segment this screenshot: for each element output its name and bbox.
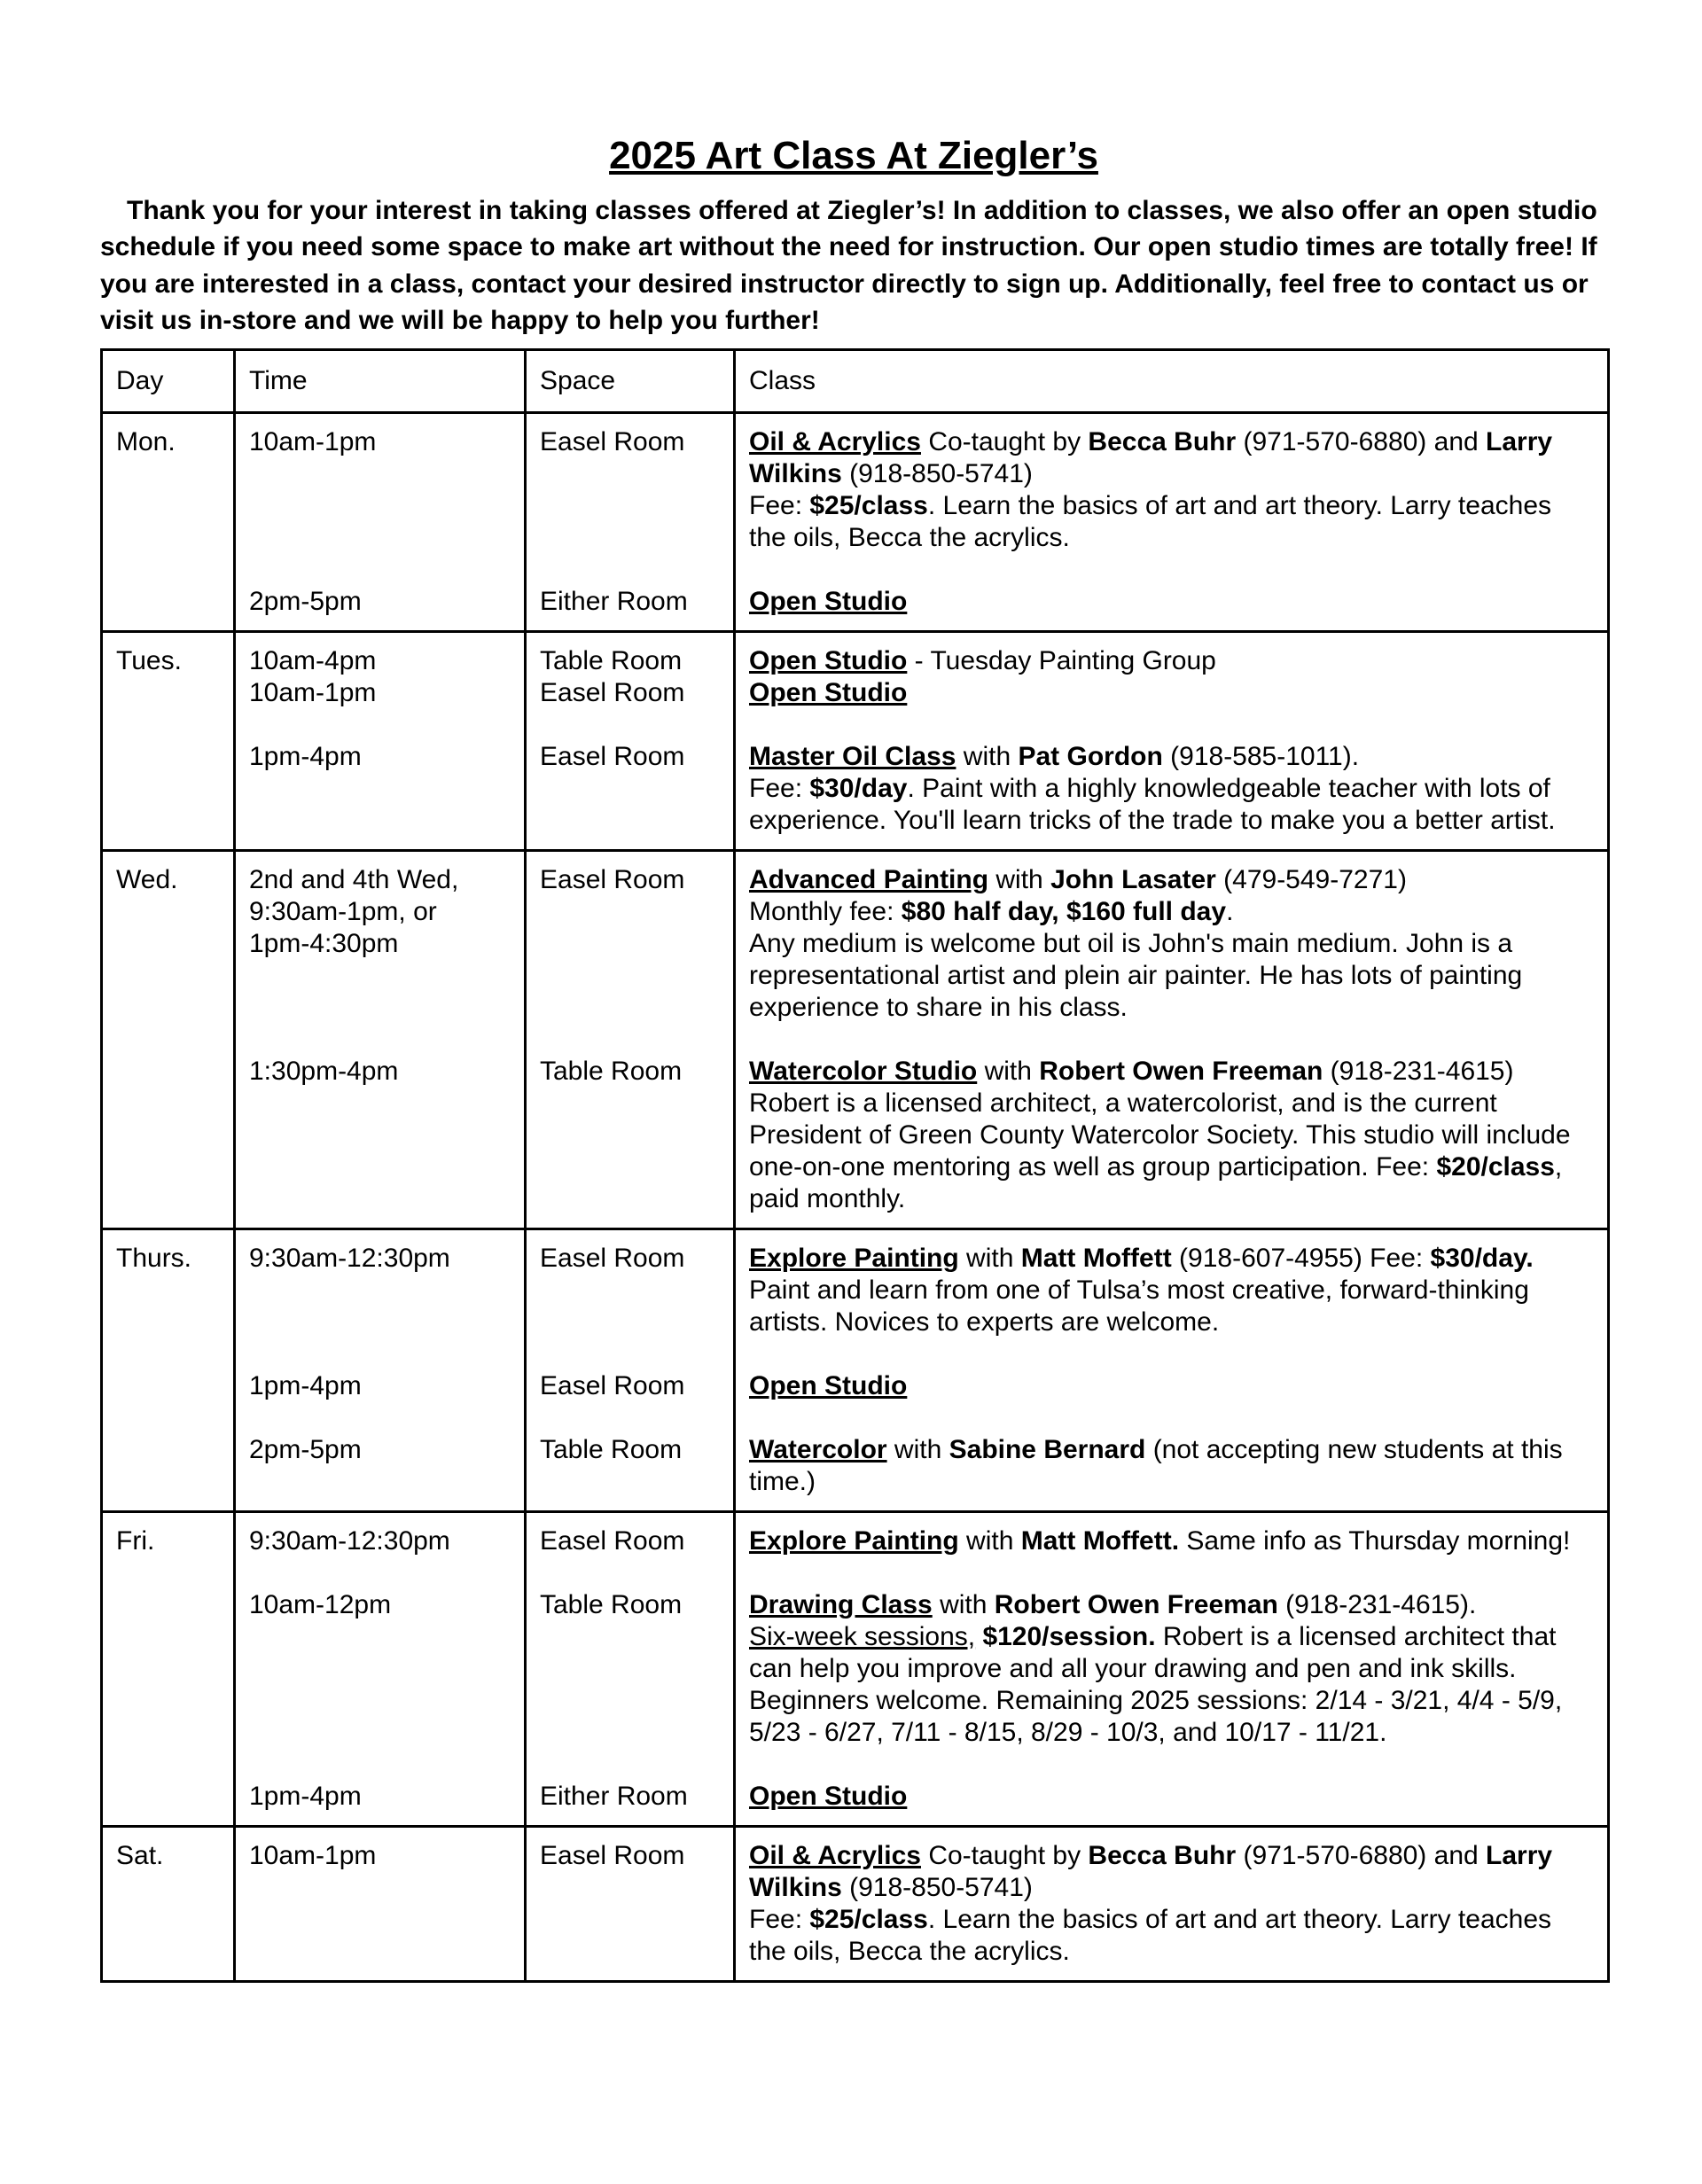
class-desc-bold: Becca Buhr — [1088, 426, 1237, 456]
space-entry-line: Easel Room — [540, 1370, 685, 1400]
space-entry — [540, 1589, 721, 1749]
class-desc-bold: $30/day. — [1430, 1243, 1534, 1273]
class-desc-text: Robert is a licensed architect that can help you improve and all your drawing and pen and ink skills. Beginners welcome. Remaining 2025 sessions: 2/14 - 3/21, 4/4 - 5/9, 5/23 - 6/27, 7/11 - 8/15, 8/29 - 10/3, and 10/17 - 11/21. — [749, 1621, 1563, 1747]
class-entry — [749, 864, 1595, 1024]
class-entry — [749, 426, 1595, 554]
time-entry — [249, 1840, 511, 1968]
class-name: Master Oil Class — [749, 741, 956, 771]
space-entry — [540, 741, 721, 837]
class-desc-text: . — [1226, 896, 1234, 926]
class-desc-text: with — [977, 1056, 1040, 1086]
time-cell — [235, 412, 526, 631]
class-entry — [749, 1056, 1595, 1215]
table-row — [102, 1826, 1609, 1981]
table-row — [102, 412, 1609, 631]
space-entry-line: Either Room — [540, 586, 688, 616]
class-desc-text: (918-585-1011). — [1162, 741, 1360, 771]
header-space: Space — [526, 349, 735, 412]
class-desc-bold: $20/class — [1436, 1151, 1555, 1182]
space-entry — [540, 864, 721, 1024]
class-entry — [749, 1840, 1595, 1968]
time-entry-line: 10am-1pm — [249, 426, 377, 456]
time-entry-line: 2nd and 4th Wed, — [249, 864, 459, 894]
time-entry — [249, 1589, 511, 1749]
time-cell — [235, 1511, 526, 1826]
class-desc-text: Same info as Thursday morning! — [1179, 1525, 1571, 1556]
time-entry — [249, 1781, 511, 1813]
class-desc-text: Any medium is welcome but oil is John's main medium. John is a representational artist and plein air painter. He has lots of painting experience to share in his class. — [749, 928, 1523, 1022]
class-desc-text: . Paint with a highly knowledgeable teacher with lots of experience. You'll learn tricks of the trade to make you a better artist. — [749, 773, 1556, 835]
space-entry — [540, 586, 721, 618]
space-entry — [540, 426, 721, 554]
class-entry — [749, 1434, 1595, 1498]
class-desc-text: Fee: — [749, 773, 810, 803]
space-entry-line: Table Room — [540, 1056, 683, 1086]
class-desc-text: with — [958, 1243, 1021, 1273]
class-name: Oil & Acrylics — [749, 426, 921, 456]
class-desc-text: Paint and learn from one of Tulsa’s most creative, forward-thinking artists. Novices to experts are welcome. — [749, 1275, 1529, 1337]
space-entry-line: Easel Room — [540, 864, 685, 894]
space-entry-line: Easel Room — [540, 1243, 685, 1273]
space-entry-line: Easel Room — [540, 741, 685, 771]
space-cell — [526, 412, 735, 631]
space-entry-line: Easel Room — [540, 1525, 685, 1556]
time-entry-line: 1pm-4pm — [249, 1370, 362, 1400]
class-desc-bold: Robert Owen Freeman — [1039, 1056, 1323, 1086]
space-entry — [540, 1781, 721, 1813]
class-desc-text: Co-taught by — [920, 426, 1089, 456]
space-entry — [540, 645, 721, 709]
class-desc-bold: Larry Wilkins — [749, 1840, 1553, 1902]
time-entry-line: 1pm-4pm — [249, 741, 362, 771]
space-entry — [540, 1243, 721, 1338]
space-cell — [526, 1228, 735, 1511]
class-desc-bold: Matt Moffett — [1020, 1243, 1172, 1273]
class-desc-text: (918-231-4615). — [1277, 1589, 1477, 1619]
time-entry-line: 1pm-4pm — [249, 1781, 362, 1811]
space-entry-line: Table Room — [540, 1434, 683, 1464]
class-desc-text: with — [956, 741, 1019, 771]
day-cell: Sat. — [102, 1826, 235, 1981]
day-cell: Mon. — [102, 412, 235, 631]
space-entry — [540, 1370, 721, 1402]
class-desc-text: (479-549-7271) — [1215, 864, 1407, 894]
class-entry — [749, 586, 1595, 618]
class-desc-text: (971-570-6880) and — [1236, 1840, 1487, 1870]
class-desc-bold: Becca Buhr — [1088, 1840, 1237, 1870]
space-entry-line: Table Room — [540, 645, 683, 675]
class-name: Oil & Acrylics — [749, 1840, 921, 1870]
header-row — [102, 349, 1609, 412]
header-time: Time — [235, 349, 526, 412]
time-entry-line: 9:30am-12:30pm — [249, 1525, 450, 1556]
intro-paragraph: Thank you for your interest in taking classes offered at Ziegler’s! In addition to classes, we also offer an open studio schedule if you need some space to make art without the need for instruction. Our open studio times are totally free! If you are interested in a class, contact your desired instructor directly to sign up. Additionally, feel free to contact us or visit us in-store and we will be happy to help you further! — [100, 195, 1597, 336]
class-desc-text: with — [988, 864, 1051, 894]
class-desc-text: (918-850-5741) — [841, 1872, 1033, 1902]
page-title: 2025 Art Class At Ziegler’s — [609, 134, 1098, 177]
time-entry-line: 9:30am-1pm, or — [249, 896, 437, 926]
space-entry-line: Easel Room — [540, 1840, 685, 1870]
class-name: Open Studio — [749, 677, 908, 707]
time-cell — [235, 1228, 526, 1511]
session-note: Six-week sessions, — [749, 1621, 976, 1651]
class-entry — [749, 1525, 1595, 1557]
class-desc-bold: Matt Moffett. — [1020, 1525, 1180, 1556]
class-desc-bold: John Lasater — [1050, 864, 1216, 894]
time-entry — [249, 1525, 511, 1557]
table-row — [102, 1228, 1609, 1511]
class-desc-text: with — [958, 1525, 1021, 1556]
time-cell — [235, 1826, 526, 1981]
space-entry — [540, 1056, 721, 1215]
class-desc-text: Monthly fee: — [749, 896, 902, 926]
class-name: Open Studio — [749, 586, 908, 616]
table-row — [102, 850, 1609, 1228]
class-desc-text: with — [932, 1589, 995, 1619]
class-name: Advanced Painting — [749, 864, 989, 894]
page — [100, 133, 1607, 1983]
time-entry-line: 1pm-4:30pm — [249, 928, 399, 958]
class-entry — [749, 1781, 1595, 1813]
class-desc-bold: $25/class — [809, 1904, 928, 1934]
schedule-table — [100, 348, 1610, 1983]
class-cell — [735, 1511, 1609, 1826]
class-desc-text: (918-231-4615) — [1323, 1056, 1514, 1086]
space-cell — [526, 850, 735, 1228]
time-entry — [249, 426, 511, 554]
class-desc-text: (918-607-4955) Fee: — [1171, 1243, 1431, 1273]
time-entry — [249, 1370, 511, 1402]
time-cell — [235, 850, 526, 1228]
time-entry — [249, 586, 511, 618]
space-entry-line: Either Room — [540, 1781, 688, 1811]
time-entry — [249, 864, 511, 1024]
time-entry-line: 10am-1pm — [249, 1840, 377, 1870]
class-entry — [749, 1370, 1595, 1402]
class-cell — [735, 850, 1609, 1228]
time-entry — [249, 1243, 511, 1338]
class-desc-text: (918-850-5741) — [841, 458, 1033, 488]
class-entry — [749, 645, 1595, 709]
space-entry — [540, 1434, 721, 1498]
class-desc-bold: $120/session. — [982, 1621, 1156, 1651]
time-entry — [249, 1056, 511, 1215]
space-cell — [526, 631, 735, 850]
time-entry-line: 10am-12pm — [249, 1589, 392, 1619]
class-desc-text: Co-taught by — [920, 1840, 1089, 1870]
time-entry-line: 1:30pm-4pm — [249, 1056, 399, 1086]
class-desc-bold: $30/day — [809, 773, 908, 803]
class-name: Open Studio — [749, 645, 908, 675]
day-cell: Wed. — [102, 850, 235, 1228]
day-cell: Thurs. — [102, 1228, 235, 1511]
class-cell — [735, 631, 1609, 850]
space-entry-line: Easel Room — [540, 677, 685, 707]
class-cell — [735, 412, 1609, 631]
table-row — [102, 1511, 1609, 1826]
class-desc-text: (not accepting new students at this time.) — [749, 1434, 1563, 1496]
class-name: Drawing Class — [749, 1589, 933, 1619]
class-desc-bold: Larry Wilkins — [749, 426, 1553, 488]
class-desc-text: Fee: — [749, 1904, 810, 1934]
header-day: Day — [102, 349, 235, 412]
time-entry-line: 9:30am-12:30pm — [249, 1243, 450, 1273]
schedule-body — [102, 412, 1609, 1981]
class-desc-bold: $25/class — [809, 490, 928, 520]
time-entry — [249, 645, 511, 709]
class-desc-text: , paid monthly. — [749, 1151, 1563, 1213]
time-entry-line: 10am-4pm — [249, 645, 377, 675]
header-class: Class — [735, 349, 1609, 412]
class-desc-bold: Robert Owen Freeman — [994, 1589, 1278, 1619]
class-cell — [735, 1826, 1609, 1981]
class-desc-text: . Learn the basics of art and art theory. Larry teaches the oils, Becca the acrylics. — [749, 490, 1551, 552]
class-desc-text: - Tuesday Painting Group — [907, 645, 1216, 675]
class-desc-bold: Sabine Bernard — [949, 1434, 1146, 1464]
class-desc-text: (971-570-6880) and — [1236, 426, 1487, 456]
time-entry-line: 2pm-5pm — [249, 1434, 362, 1464]
class-desc-text: . Learn the basics of art and art theory. Larry teaches the oils, Becca the acrylics. — [749, 1904, 1551, 1966]
day-cell: Fri. — [102, 1511, 235, 1826]
class-cell — [735, 1228, 1609, 1511]
class-entry — [749, 1243, 1595, 1338]
class-name: Open Studio — [749, 1370, 908, 1400]
class-desc-text: with — [886, 1434, 949, 1464]
class-name: Explore Painting — [749, 1525, 959, 1556]
time-entry-line: 2pm-5pm — [249, 586, 362, 616]
space-entry-line: Easel Room — [540, 426, 685, 456]
class-name: Explore Painting — [749, 1243, 959, 1273]
time-cell — [235, 631, 526, 850]
space-entry — [540, 1840, 721, 1968]
class-desc-text: Robert is a licensed architect, a watercolorist, and is the current President of Green County Watercolor Society. This studio will include one-on-one mentoring as well as group participation. Fee: — [749, 1088, 1571, 1182]
class-desc-bold: Pat Gordon — [1018, 741, 1163, 771]
space-cell — [526, 1511, 735, 1826]
table-row — [102, 631, 1609, 850]
time-entry — [249, 741, 511, 837]
space-entry-line: Table Room — [540, 1589, 683, 1619]
class-name: Watercolor Studio — [749, 1056, 978, 1086]
space-entry — [540, 1525, 721, 1557]
time-entry-line: 10am-1pm — [249, 677, 377, 707]
class-name: Open Studio — [749, 1781, 908, 1811]
class-desc-bold: $80 half day, $160 full day — [901, 896, 1227, 926]
space-cell — [526, 1826, 735, 1981]
class-entry — [749, 741, 1595, 837]
class-entry — [749, 1589, 1595, 1749]
class-desc-text: Fee: — [749, 490, 810, 520]
time-entry — [249, 1434, 511, 1498]
day-cell: Tues. — [102, 631, 235, 850]
class-name: Watercolor — [749, 1434, 887, 1464]
